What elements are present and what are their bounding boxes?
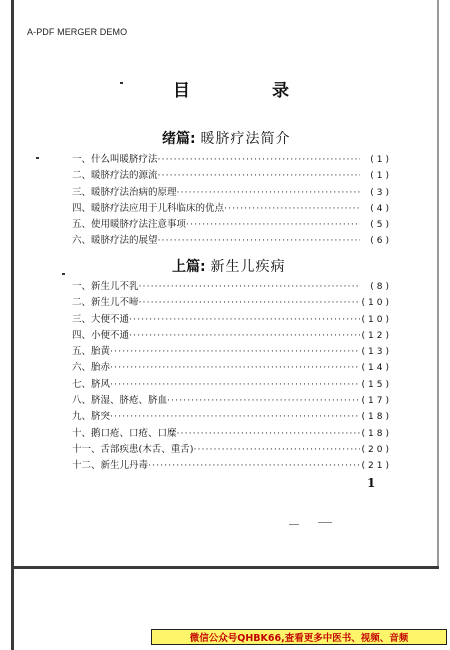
scan-speck (62, 273, 65, 275)
scan-speck (289, 524, 299, 525)
toc-entry-label: 舌部疾患(木舌、重舌) (100, 443, 194, 455)
toc-entry-page: (20) (361, 444, 392, 455)
toc-entry[interactable] (72, 216, 392, 232)
toc-entry-number: 四、 (72, 329, 92, 341)
toc-entry[interactable] (72, 425, 392, 441)
section-heading-intro-prefix: 绪篇: (162, 131, 196, 147)
toc-dot-leader (177, 428, 360, 439)
pdf-watermark: A-PDF MERGER DEMO (27, 27, 128, 37)
toc-dot-leader (186, 219, 360, 230)
toc-entry-number: 三、 (72, 186, 92, 198)
toc-entry[interactable] (72, 294, 392, 310)
toc-entry-label: 小便不通 (91, 329, 130, 341)
toc-dot-leader (158, 235, 360, 246)
toc-entry-number: 六、 (72, 235, 92, 247)
toc-entry[interactable] (72, 200, 392, 216)
toc-dot-leader (110, 379, 360, 390)
toc-entry-page: (12) (361, 330, 392, 341)
toc-entry-label: 脐突 (91, 411, 111, 423)
toc-dot-leader (110, 346, 360, 357)
toc-entry-number: 三、 (72, 313, 92, 325)
toc-entry-page: (17) (361, 396, 392, 407)
toc-entry-label: 胎黄 (91, 346, 111, 358)
toc-dot-leader (129, 314, 360, 325)
page-bottom-border (11, 566, 439, 569)
toc-entry[interactable] (72, 408, 392, 424)
toc-entry-page: (21) (361, 461, 392, 472)
toc-list-intro (72, 151, 392, 249)
toc-entry-number: 十一、 (72, 443, 101, 455)
toc-entry-label: 脐风 (91, 378, 111, 390)
toc-dot-leader (129, 330, 360, 341)
toc-entry-label: 新生儿不乳 (91, 281, 139, 292)
section-heading-newborn (172, 256, 285, 276)
toc-entry-label: 脐湿、脐疮、脐血 (91, 395, 168, 407)
section-heading-newborn-text: 新生儿疾病 (210, 259, 286, 275)
toc-entry-label: 什么叫暖脐疗法 (91, 154, 158, 165)
toc-dot-leader (148, 460, 360, 471)
footer-promo-banner: 微信公众号QHBK66,查看更多中医书、视频、音频 (151, 629, 447, 645)
toc-dot-leader (167, 395, 360, 406)
toc-entry-number: 十、 (72, 427, 92, 439)
toc-entry-number: 九、 (72, 411, 92, 423)
scan-speck (36, 157, 39, 159)
toc-entry-label: 胎赤 (91, 362, 111, 374)
toc-entry-number: 五、 (72, 219, 92, 231)
toc-entry-label: 暖脐疗法应用于儿科临床的优点 (91, 202, 225, 214)
toc-entry-number: 一、 (72, 281, 92, 292)
toc-entry[interactable] (72, 376, 392, 392)
toc-list-newborn (72, 278, 392, 474)
toc-entry[interactable] (72, 327, 392, 343)
toc-entry-label: 鹅口疮、口疮、口糜 (91, 427, 177, 439)
toc-entry[interactable] (72, 167, 392, 183)
toc-entry[interactable] (72, 232, 392, 248)
toc-dot-leader (139, 281, 360, 292)
toc-entry-page: (8) (370, 282, 392, 292)
toc-entry-page: (10) (361, 314, 392, 325)
toc-entry-number: 七、 (72, 378, 92, 390)
toc-entry-number: 二、 (72, 170, 92, 182)
toc-entry[interactable] (72, 184, 392, 200)
section-heading-newborn-prefix: 上篇: (172, 259, 206, 275)
page-title: 目 录 (173, 81, 327, 101)
toc-entry[interactable] (72, 343, 392, 359)
toc-dot-leader (158, 154, 360, 165)
toc-entry-page: (1) (370, 171, 392, 182)
section-heading-intro (162, 128, 290, 148)
toc-entry-page: (4) (370, 203, 392, 214)
toc-entry-page: (15) (361, 379, 392, 390)
toc-entry-number: 四、 (72, 202, 92, 214)
toc-entry[interactable] (72, 457, 392, 473)
toc-dot-leader (177, 187, 360, 198)
toc-dot-leader (158, 170, 360, 181)
toc-entry-page: (6) (370, 236, 392, 247)
toc-entry-number: 六、 (72, 362, 92, 374)
toc-entry[interactable] (72, 311, 392, 327)
toc-entry[interactable] (72, 392, 392, 408)
toc-entry-number: 五、 (72, 346, 92, 358)
scan-speck (318, 522, 332, 523)
toc-entry-page: (18) (361, 412, 392, 423)
toc-entry-page: (3) (370, 187, 392, 198)
toc-dot-leader (193, 444, 360, 455)
toc-entry-page: (13) (361, 347, 392, 358)
toc-entry-page: (5) (370, 220, 392, 231)
toc-entry-number: 一、 (72, 154, 92, 165)
toc-entry-page: (1) (370, 155, 392, 165)
toc-entry-page: (18) (361, 428, 392, 439)
toc-entry[interactable] (72, 278, 392, 294)
section-heading-intro-text: 暖脐疗法简介 (200, 131, 291, 147)
toc-dot-leader (110, 411, 360, 422)
scan-speck (120, 82, 123, 84)
toc-entry-label: 使用暖脐疗法注意事项 (91, 219, 187, 231)
toc-entry-page: (10) (361, 298, 392, 309)
toc-dot-leader (224, 203, 360, 214)
toc-entry-page: (14) (361, 363, 392, 374)
toc-entry-label: 大便不通 (91, 313, 130, 325)
toc-entry-label: 新生儿不啼 (91, 297, 139, 309)
page-number-mark: 1 (367, 476, 376, 490)
toc-entry[interactable] (72, 151, 392, 167)
toc-entry-label: 暖脐疗法治病的原理 (91, 186, 177, 198)
toc-entry-number: 二、 (72, 297, 92, 309)
toc-entry[interactable] (72, 441, 392, 457)
toc-dot-leader (110, 362, 360, 373)
toc-entry-number: 十二、 (72, 460, 101, 472)
toc-entry[interactable] (72, 359, 392, 375)
toc-entry-label: 暖脐疗法的源流 (91, 170, 158, 182)
toc-entry-label: 新生儿丹毒 (100, 460, 149, 472)
toc-entry-number: 八、 (72, 395, 92, 407)
toc-entry-label: 暖脐疗法的展望 (91, 235, 158, 247)
toc-dot-leader (139, 297, 360, 308)
